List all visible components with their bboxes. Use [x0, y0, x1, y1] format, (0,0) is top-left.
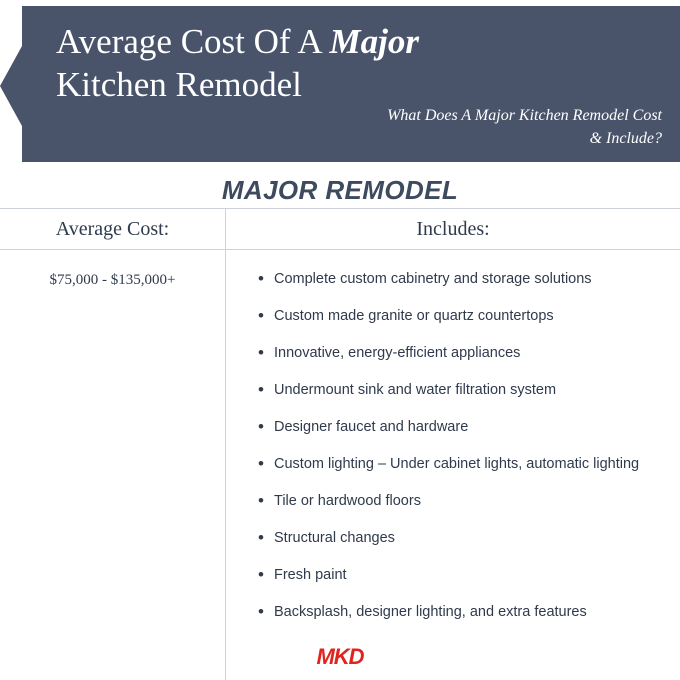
title-line1-prefix: Average Cost Of A [56, 22, 330, 61]
list-item: • Complete custom cabinetry and storage solutions [260, 268, 668, 291]
includes-list [226, 250, 680, 624]
subtitle-line1: What Does A Major Kitchen Remodel Cost [387, 107, 662, 124]
page-title [56, 20, 656, 106]
list-item: • Fresh paint [260, 564, 668, 587]
includes-column [226, 209, 680, 680]
list-item: • Custom lighting – Under cabinet lights, automatic lighting [260, 453, 668, 476]
page-subtitle [202, 104, 662, 150]
banner-content [0, 6, 680, 162]
list-item: • Structural changes [260, 527, 668, 550]
includes-header: Includes: [226, 209, 680, 250]
title-line2: Kitchen Remodel [56, 65, 302, 104]
logo-text: MKD [316, 644, 364, 669]
subtitle-line2: & Include? [589, 130, 662, 147]
average-cost-header: Average Cost: [0, 209, 225, 250]
title-line1-emphasis: Major [329, 22, 419, 61]
list-item: • Custom made granite or quartz countertops [260, 305, 668, 328]
list-item: • Designer faucet and hardware [260, 416, 668, 439]
list-item: • Backsplash, designer lighting, and extra features [260, 601, 668, 624]
section-title: MAJOR REMODEL [0, 170, 680, 210]
header-banner [0, 0, 680, 170]
average-cost-value: $75,000 - $135,000+ [49, 272, 176, 288]
list-item: • Tile or hardwood floors [260, 490, 668, 513]
list-item: • Undermount sink and water filtration system [260, 379, 668, 402]
cost-table [0, 208, 680, 680]
brand-logo [0, 644, 680, 670]
average-cost-column [0, 209, 226, 680]
list-item: • Innovative, energy-efficient appliances [260, 342, 668, 365]
